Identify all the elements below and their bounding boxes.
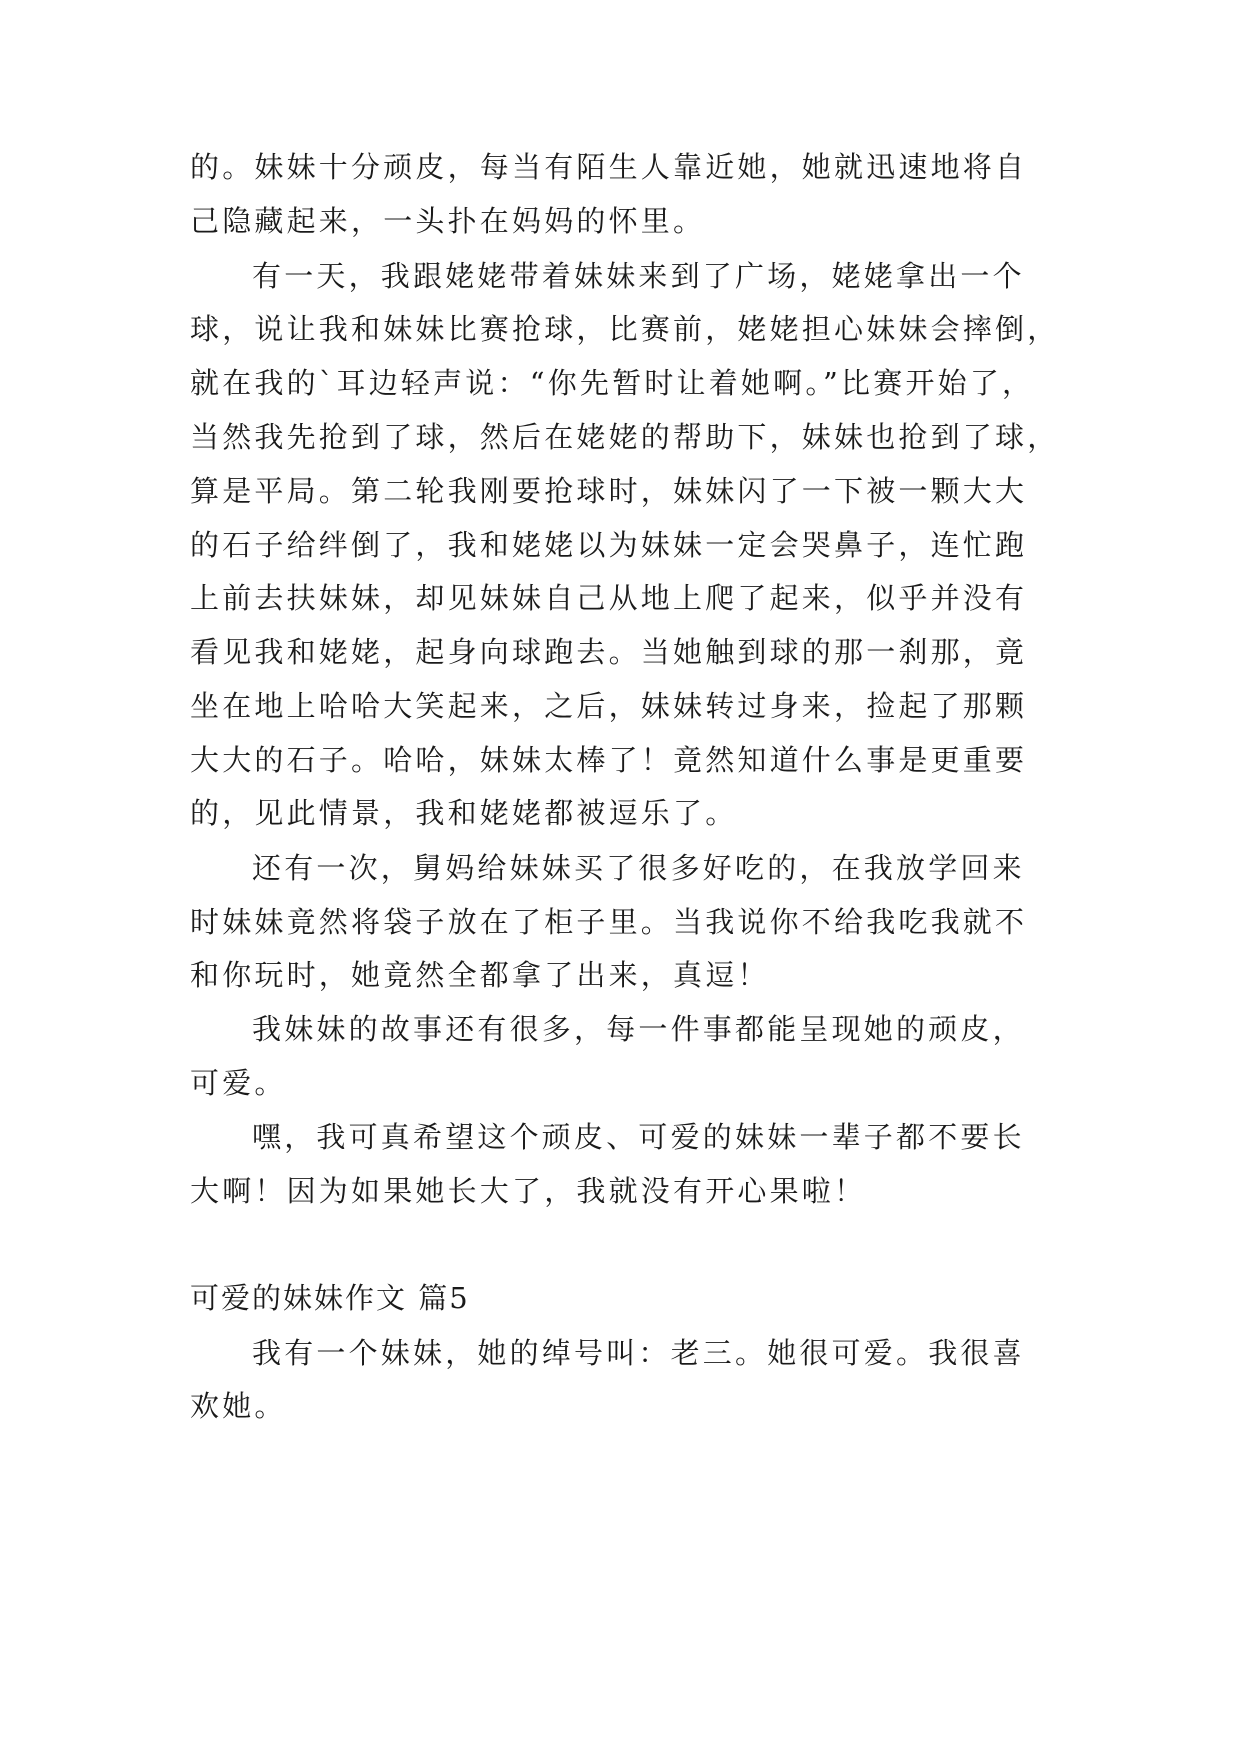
text-line: 坐在地上哈哈大笑起来，之后，妹妹转过身来，捡起了那颗 — [190, 689, 1028, 723]
text-line: 就在我的`耳边轻声说：“你先暂时让着她啊。”比赛开始了， — [190, 366, 1035, 400]
text-line: 当然我先抢到了球，然后在姥姥的帮助下，妹妹也抢到了球， — [190, 420, 1060, 454]
text-line: 大啊！因为如果她长大了，我就没有开心果啦！ — [190, 1174, 867, 1208]
text-line: 看见我和姥姥，起身向球跑去。当她触到球的那一刹那，竟 — [190, 635, 1028, 669]
text-line: 的，见此情景，我和姥姥都被逗乐了。 — [190, 796, 738, 830]
text-line: 己隐藏起来，一头扑在妈妈的怀里。 — [190, 204, 706, 238]
text-line: 大大的石子。哈哈，妹妹太棒了！竟然知道什么事是更重要 — [190, 743, 1028, 777]
paragraph-start-line: 我妹妹的故事还有很多，每一件事都能呈现她的顽皮， — [252, 1012, 1025, 1046]
paragraph-start-line: 我有一个妹妹，她的绰号叫：老三。她很可爱。我很喜 — [252, 1336, 1025, 1370]
text-line: 算是平局。第二轮我刚要抢球时，妹妹闪了一下被一颗大大 — [190, 474, 1028, 508]
text-line: 可爱。 — [190, 1066, 287, 1100]
text-line: 时妹妹竟然将袋子放在了柜子里。当我说你不给我吃我就不 — [190, 905, 1028, 939]
paragraph-start-line: 有一天，我跟姥姥带着妹妹来到了广场，姥姥拿出一个 — [252, 259, 1025, 293]
paragraph-start-line: 还有一次，舅妈给妹妹买了很多好吃的，在我放学回来 — [252, 851, 1025, 885]
text-line: 和你玩时，她竟然全都拿了出来，真逗！ — [190, 958, 770, 992]
text-line: 欢她。 — [190, 1389, 287, 1423]
text-line: 球，说让我和妹妹比赛抢球，比赛前，姥姥担心妹妹会摔倒， — [190, 312, 1060, 346]
text-line: 上前去扶妹妹，却见妹妹自己从地上爬了起来，似乎并没有 — [190, 581, 1028, 615]
text-line: 的石子给绊倒了，我和姥姥以为妹妹一定会哭鼻子，连忙跑 — [190, 528, 1028, 562]
paragraph-start-line: 嘿，我可真希望这个顽皮、可爱的妹妹一辈子都不要长 — [252, 1120, 1025, 1154]
section-heading: 可爱的妹妹作文 篇5 — [190, 1281, 470, 1315]
text-line: 的。妹妹十分顽皮，每当有陌生人靠近她，她就迅速地将自 — [190, 150, 1028, 184]
